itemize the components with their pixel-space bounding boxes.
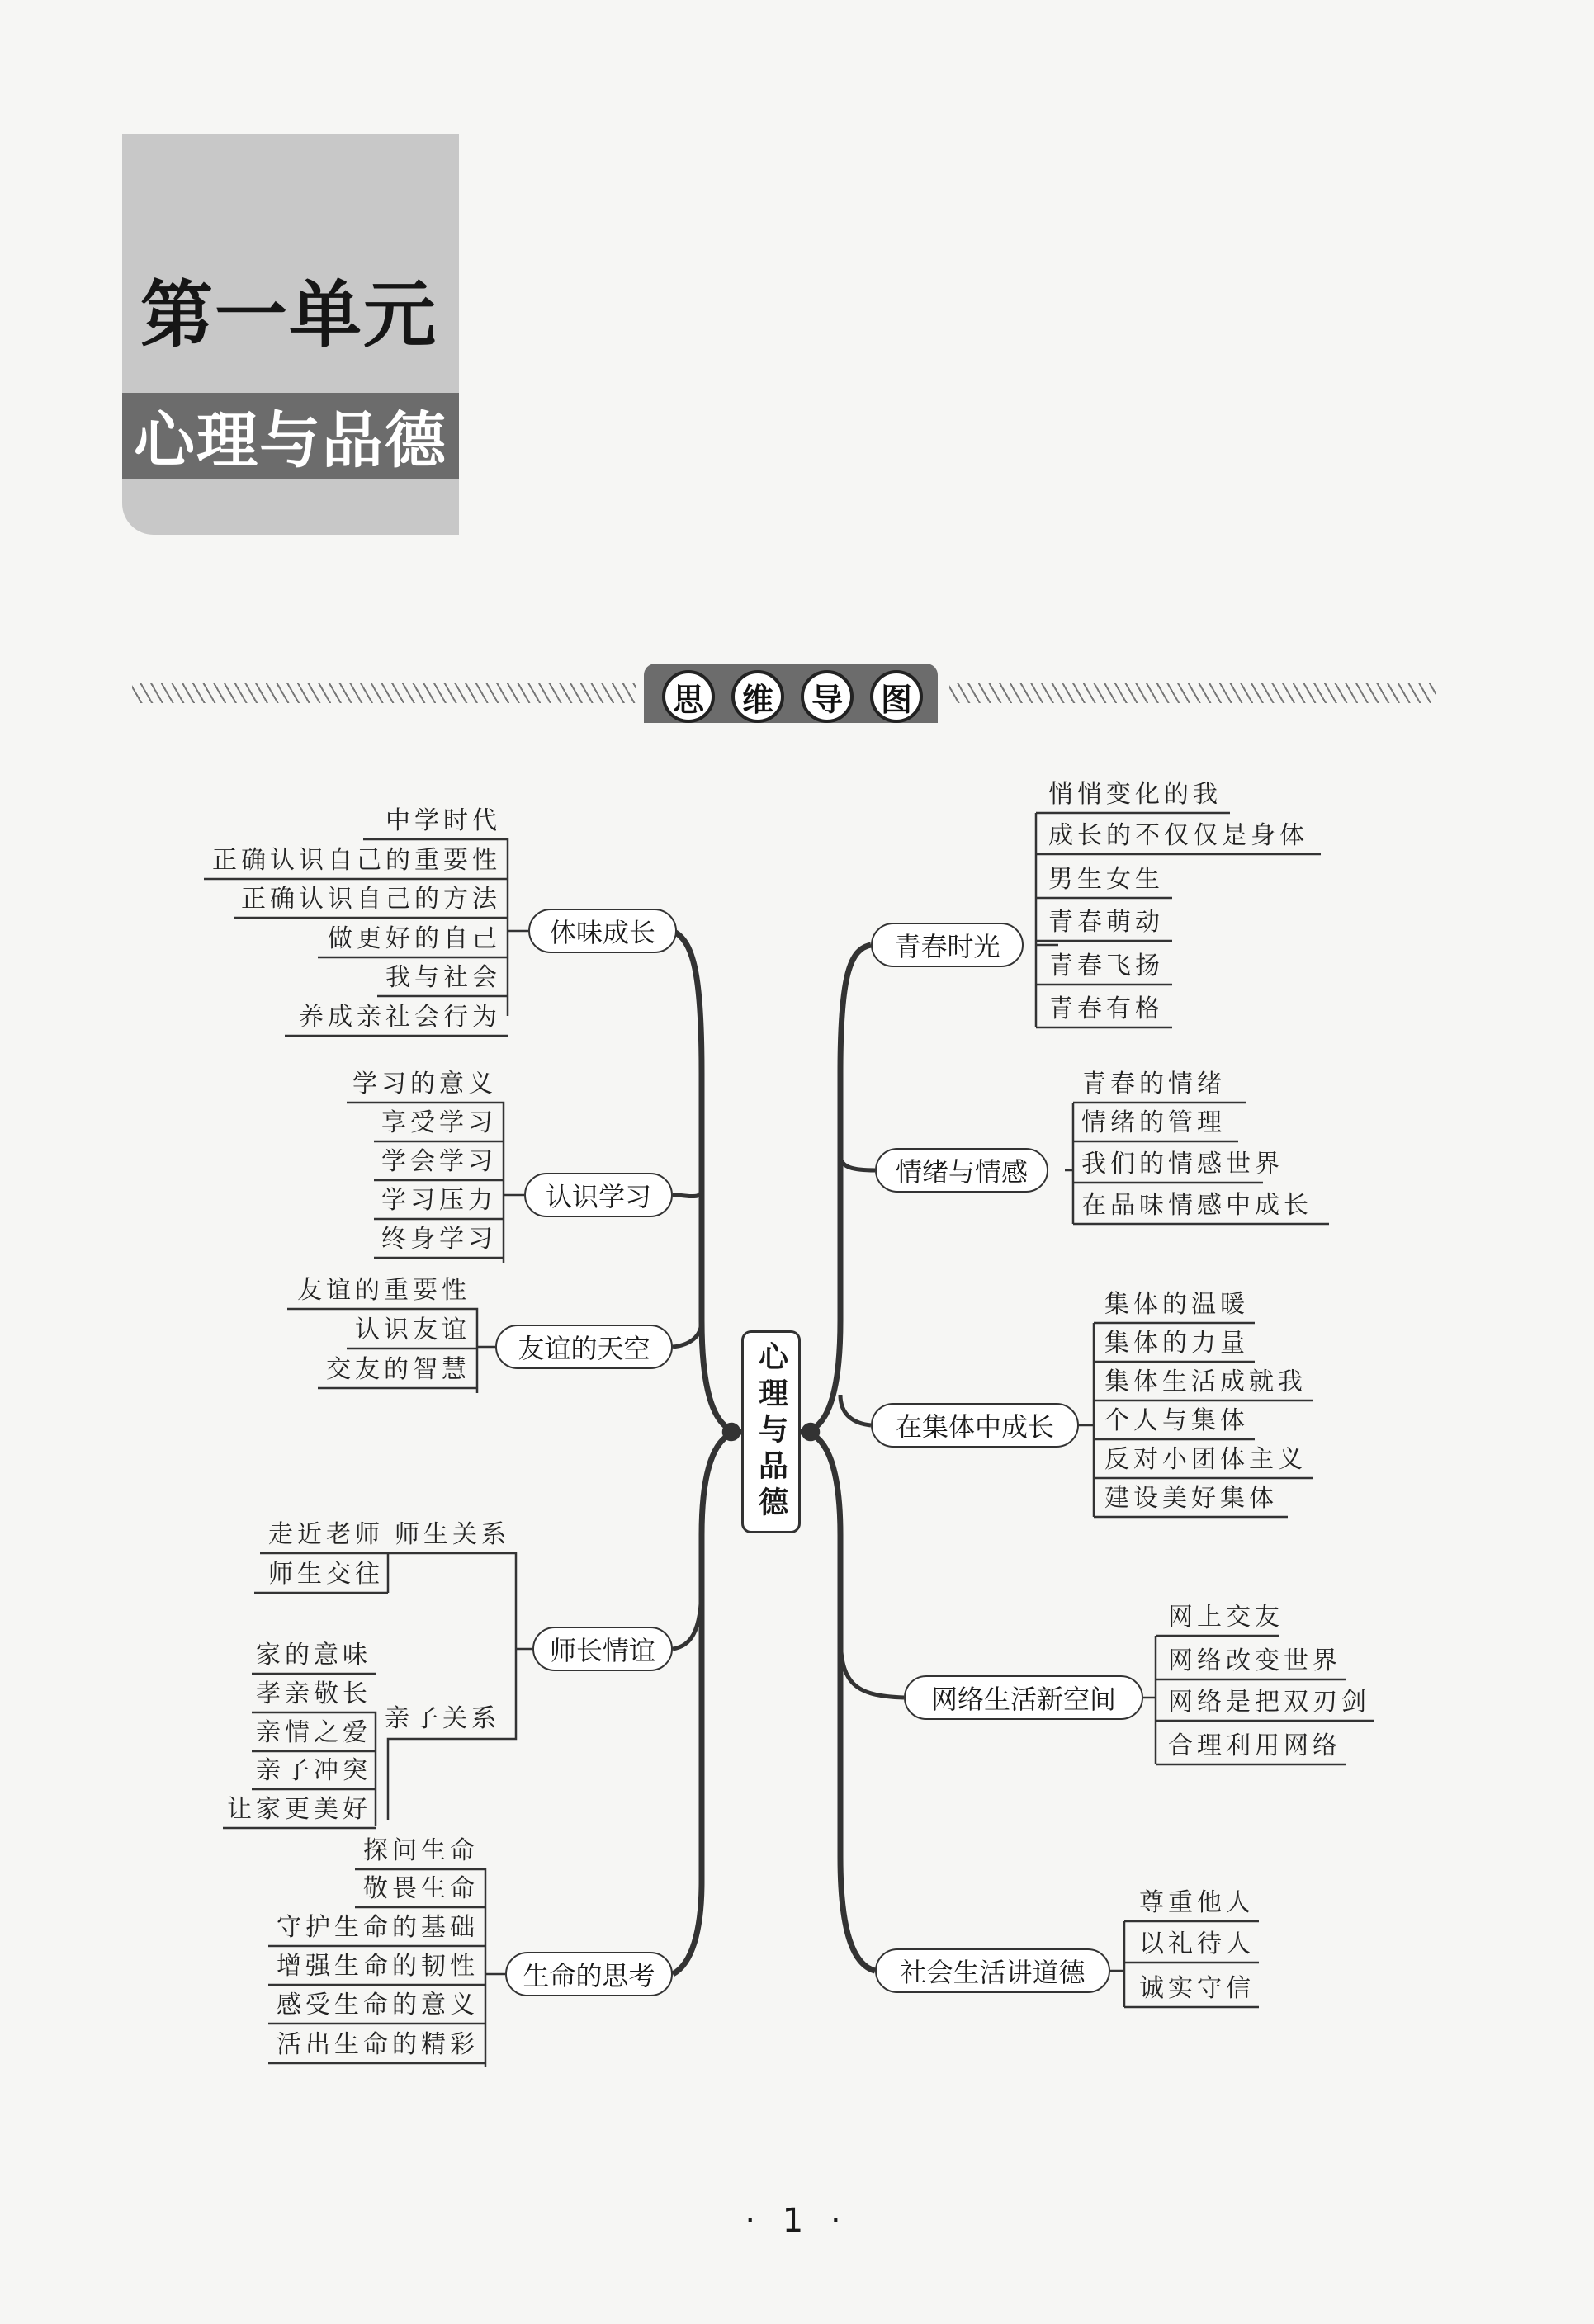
- leaf-l4b-1: 家的意味: [256, 1641, 371, 1670]
- banner-char-2: 维: [731, 670, 784, 723]
- leaf-l2-2: 享受学习: [381, 1108, 497, 1137]
- leaf-r1-5: 青春飞扬: [1048, 952, 1164, 980]
- branch-online-life: 网络生活新空间: [904, 1675, 1143, 1720]
- leaf-r2-4: 在品味情感中成长: [1081, 1191, 1313, 1220]
- leaf-r1-6: 青春有格: [1048, 994, 1164, 1023]
- leaf-r2-2: 情绪的管理: [1081, 1108, 1226, 1137]
- leaf-r1-2: 成长的不仅仅是身体: [1048, 821, 1308, 850]
- leaf-r4-3: 网络是把双刃剑: [1168, 1688, 1370, 1717]
- leaf-l2-3: 学会学习: [381, 1147, 497, 1176]
- page-number: · 1 ·: [745, 2202, 849, 2240]
- branch-learning: 认识学习: [524, 1173, 673, 1217]
- leaf-l1-3: 正确认识自己的方法: [241, 885, 501, 914]
- leaf-r3-4: 个人与集体: [1104, 1406, 1249, 1435]
- leaf-l3-2: 认识友谊: [355, 1316, 471, 1344]
- unit-title: 第一单元: [140, 272, 438, 357]
- leaf-l4b-4: 亲子冲突: [256, 1756, 371, 1785]
- leaf-r3-2: 集体的力量: [1104, 1329, 1249, 1358]
- leaf-r1-1: 悄悄变化的我: [1048, 780, 1222, 809]
- leaf-l2-1: 学习的意义: [352, 1070, 497, 1098]
- leaf-r4-1: 网上交友: [1168, 1603, 1284, 1632]
- leaf-l4a-2: 师生交往: [268, 1560, 384, 1589]
- leaf-l1-4: 做更好的自己: [328, 924, 501, 953]
- banner-char-4: 图: [870, 670, 923, 723]
- leaf-l2-4: 学习压力: [381, 1186, 497, 1215]
- banner-char-3: 导: [801, 670, 854, 723]
- branch-life: 生命的思考: [505, 1952, 673, 1996]
- leaf-l3-3: 交友的智慧: [326, 1355, 471, 1384]
- branch-social-morality: 社会生活讲道德: [875, 1948, 1110, 1993]
- branch-body-growth: 体味成长: [528, 909, 677, 953]
- leaf-r2-1: 青春的情绪: [1081, 1070, 1226, 1098]
- leaf-r4-2: 网络改变世界: [1168, 1646, 1341, 1675]
- leaf-r5-2: 以礼待人: [1139, 1930, 1255, 1958]
- leaf-r4-4: 合理利用网络: [1168, 1731, 1341, 1760]
- branch-friendship: 友谊的天空: [495, 1325, 673, 1369]
- leaf-l5-2: 敬畏生命: [363, 1874, 479, 1903]
- unit-subtitle: 心理与品德: [122, 393, 459, 479]
- sub-teacher-student: 师生关系: [395, 1520, 510, 1549]
- branch-emotions: 情绪与情感: [875, 1148, 1048, 1193]
- leaf-l4b-5: 让家更美好: [227, 1795, 371, 1824]
- leaf-l5-4: 增强生命的韧性: [277, 1952, 479, 1981]
- leaf-r3-5: 反对小团体主义: [1104, 1445, 1307, 1474]
- leaf-l5-5: 感受生命的意义: [277, 1991, 479, 2019]
- center-node: 心理与品德: [741, 1330, 801, 1533]
- leaf-r3-3: 集体生活成就我: [1104, 1367, 1307, 1396]
- leaf-r5-1: 尊重他人: [1139, 1888, 1255, 1917]
- branch-teachers-elders: 师长情谊: [532, 1627, 673, 1671]
- leaf-r2-3: 我们的情感世界: [1081, 1150, 1284, 1179]
- leaf-l4b-3: 亲情之爱: [256, 1718, 371, 1747]
- leaf-r3-6: 建设美好集体: [1104, 1484, 1278, 1513]
- leaf-l1-1: 中学时代: [385, 806, 501, 835]
- leaf-r1-4: 青春萌动: [1048, 908, 1164, 937]
- sub-parent-child: 亲子关系: [385, 1704, 500, 1733]
- leaf-l3-1: 友谊的重要性: [297, 1276, 471, 1305]
- leaf-r1-3: 男生女生: [1048, 865, 1164, 894]
- leaf-l2-5: 终身学习: [381, 1225, 497, 1254]
- leaf-l1-2: 正确认识自己的重要性: [212, 846, 501, 875]
- branch-youth: 青春时光: [871, 923, 1024, 967]
- leaf-l1-5: 我与社会: [385, 963, 501, 992]
- leaf-l5-3: 守护生命的基础: [277, 1913, 479, 1942]
- leaf-r3-1: 集体的温暖: [1104, 1290, 1249, 1319]
- leaf-r5-3: 诚实守信: [1139, 1974, 1255, 2003]
- banner-char-1: 思: [662, 670, 715, 723]
- leaf-l4a-1: 走近老师: [268, 1520, 384, 1549]
- leaf-l5-6: 活出生命的精彩: [277, 2030, 479, 2059]
- branch-collective: 在集体中成长: [871, 1403, 1079, 1448]
- leaf-l1-6: 养成亲社会行为: [299, 1003, 501, 1032]
- leaf-l5-1: 探问生命: [363, 1836, 479, 1865]
- leaf-l4b-2: 孝亲敬长: [256, 1679, 371, 1708]
